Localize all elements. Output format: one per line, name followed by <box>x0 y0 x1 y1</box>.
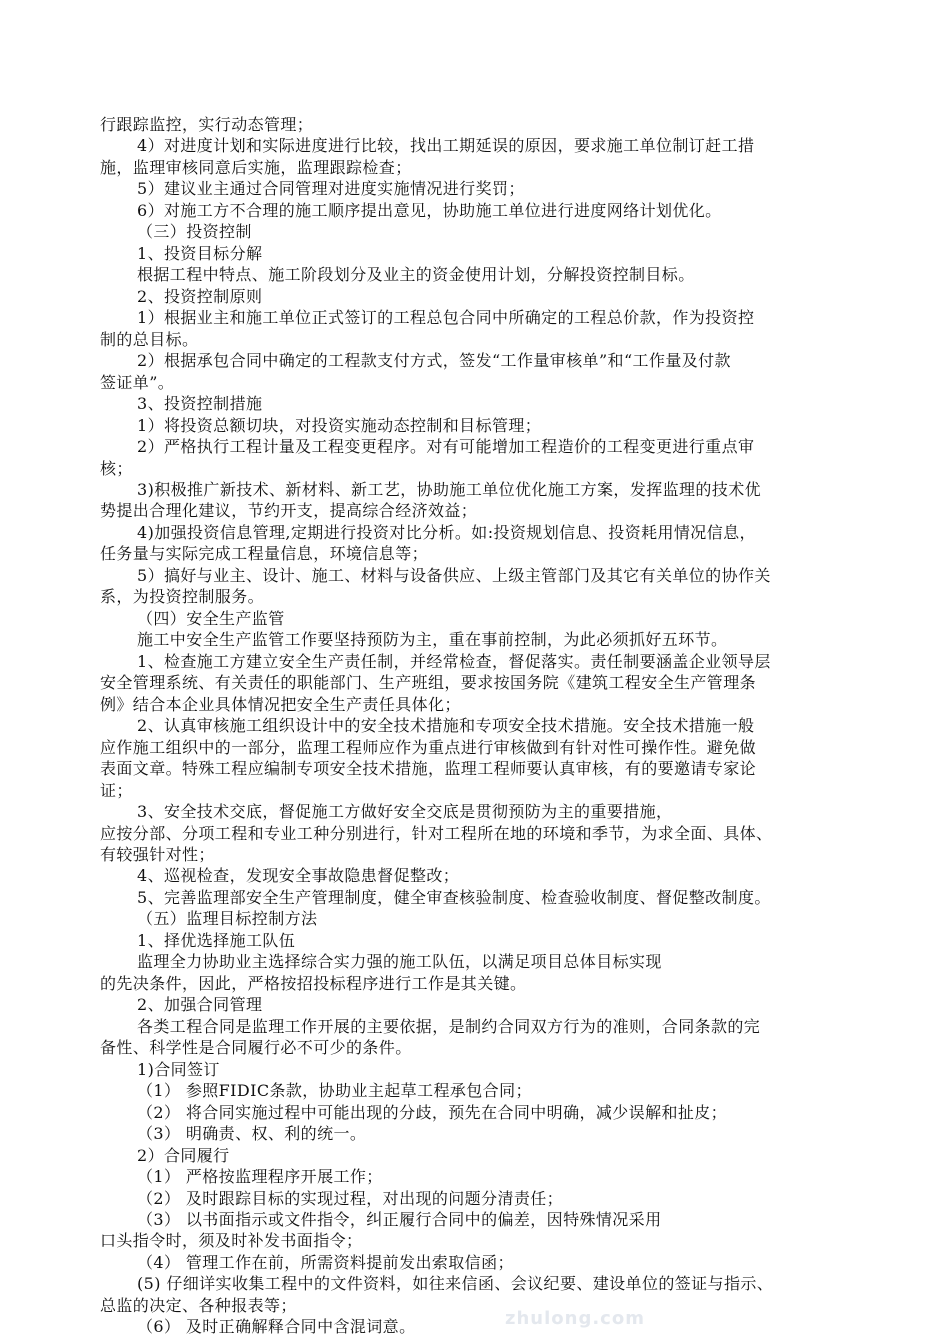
text-line: 1）将投资总额切块，对投资实施动态控制和目标管理； <box>137 415 542 435</box>
text-line: 1、检查施工方建立安全生产责任制，并经常检查，督促落实。责任制要涵盖企业领导层 <box>137 651 771 671</box>
text-line: 2）根据承包合同中确定的工程款支付方式，签发“工作量审核单”和“工作量及付款 <box>137 351 731 371</box>
text-line: 5、完善监理部安全生产管理制度，健全审查核验制度、检查验收制度、督促整改制度。 <box>137 887 771 907</box>
text-line: 应按分部、分项工程和专业工种分别进行，针对工程所在地的环境和季节，为求全面、具体、 <box>100 823 773 843</box>
text-line: 3、安全技术交底，督促施工方做好安全交底是贯彻预防为主的重要措施， <box>137 802 673 822</box>
text-line: （2） 将合同实施过程中可能出现的分歧，预先在合同中明确，减少误解和扯皮； <box>137 1102 728 1122</box>
text-line: 根据工程中特点、施工阶段划分及业主的资金使用计划，分解投资控制目标。 <box>137 265 695 285</box>
text-line: 1、投资目标分解 <box>137 243 263 263</box>
text-line: 行跟踪监控，实行动态管理； <box>100 115 314 134</box>
text-line: （4） 管理工作在前，所需资料提前发出索取信函； <box>137 1252 514 1272</box>
text-line: 3)积极推广新技术、新材料、新工艺，协助施工单位优化施工方案，发挥监理的技术优 <box>137 479 762 499</box>
text-line: 备性、科学性是合同履行必不可少的条件。 <box>100 1038 412 1058</box>
text-line: 3、投资控制措施 <box>137 394 263 414</box>
text-line: 各类工程合同是监理工作开展的主要依据，是制约合同双方行为的准则，合同条款的完 <box>137 1016 761 1036</box>
text-line: 施，监理审核同意后实施，监理跟踪检查； <box>100 157 412 177</box>
text-line: 监理全力协助业主选择综合实力强的施工队伍，以满足项目总体目标实现 <box>137 952 662 972</box>
text-line: 签证单”。 <box>100 372 175 392</box>
text-line: 4)加强投资信息管理,定期进行投资对比分析。如:投资规划信息、投资耗用情况信息， <box>137 522 756 542</box>
text-line: 4）对进度计划和实际进度进行比较，找出工期延误的原因，要求施工单位制订赶工措 <box>137 136 755 156</box>
text-line: 2、认真审核施工组织设计中的安全技术措施和专项安全技术措施。安全技术措施一般 <box>137 716 755 736</box>
text-line: 5）建议业主通过合同管理对进度实施情况进行奖罚； <box>137 179 525 199</box>
text-line: 任务量与实际完成工程量信息，环境信息等； <box>100 544 429 564</box>
text-line: 5）搞好与业主、设计、施工、材料与设备供应、上级主管部门及其它有关单位的协作关 <box>137 565 771 585</box>
text-line: 2）合同履行 <box>137 1145 230 1165</box>
text-line: （1） 参照FIDIC条款，协助业主起草工程承包合同； <box>137 1081 532 1101</box>
watermark-text: zhulong.com <box>505 1308 645 1329</box>
text-line: 2、投资控制原则 <box>137 286 263 306</box>
text-line: 施工中安全生产监管工作要坚持预防为主，重在事前控制，为此必须抓好五环节。 <box>137 630 728 650</box>
text-line: 例》结合本企业具体情况把安全生产责任具体化； <box>100 694 461 714</box>
text-line: （三）投资控制 <box>137 222 252 242</box>
text-line: （6） 及时正确解释合同中含混词意。 <box>137 1317 416 1337</box>
text-line: 的先决条件，因此，严格按招投标程序进行工作是其关键。 <box>100 973 527 993</box>
text-line: 核； <box>100 458 133 478</box>
text-line: 1）根据业主和施工单位正式签订的工程总包合同中所确定的工程总价款，作为投资控 <box>137 308 755 328</box>
text-line: （3） 以书面指示或文件指令，纠正履行合同中的偏差，因特殊情况采用 <box>137 1209 662 1229</box>
text-line: 口头指令时，须及时补发书面指令； <box>100 1231 363 1251</box>
text-line: 2）严格执行工程计量及工程变更程序。对有可能增加工程造价的工程变更进行重点审 <box>137 437 755 457</box>
text-line: 1、择优选择施工队伍 <box>137 930 296 950</box>
text-line: （3） 明确责、权、利的统一。 <box>137 1124 367 1144</box>
text-line: 证； <box>100 780 133 800</box>
text-line: (5) 仔细详实收集工程中的文件资料，如往来信函、会议纪要、建设单位的签证与指示、 <box>137 1274 774 1294</box>
text-line: 6）对施工方不合理的施工顺序提出意见，协助施工单位进行进度网络计划优化。 <box>137 200 722 220</box>
text-line: 有较强针对性； <box>100 844 215 864</box>
text-line: 1)合同签订 <box>137 1059 220 1079</box>
text-line: 2、加强合同管理 <box>137 995 263 1015</box>
text-line: 制的总目标。 <box>100 329 199 349</box>
text-line: 系，为投资控制服务。 <box>100 587 265 607</box>
text-line: （四）安全生产监管 <box>137 608 285 628</box>
text-line: 势提出合理化建议，节约开支，提高综合经济效益； <box>100 501 478 521</box>
text-line: 4、巡视检查，发现安全事故隐患督促整改； <box>137 866 460 886</box>
text-line: （2） 及时跟踪目标的实现过程，对出现的问题分清责任； <box>137 1188 564 1208</box>
text-line: （五）监理目标控制方法 <box>137 909 318 929</box>
text-line: 应作施工组织中的一部分，监理工程师应作为重点进行审核做到有针对性可操作性。避免做 <box>100 737 757 757</box>
text-line: 安全管理系统、有关责任的职能部门、生产班组，要求按国务院《建筑工程安全生产管理条 <box>100 673 757 693</box>
text-line: 表面文章。特殊工程应编制专项安全技术措施，监理工程师要认真审核，有的要邀请专家论 <box>100 759 757 779</box>
text-line: 总监的决定、各种报表等； <box>100 1295 297 1315</box>
text-line: （1） 严格按监理程序开展工作； <box>137 1167 383 1187</box>
